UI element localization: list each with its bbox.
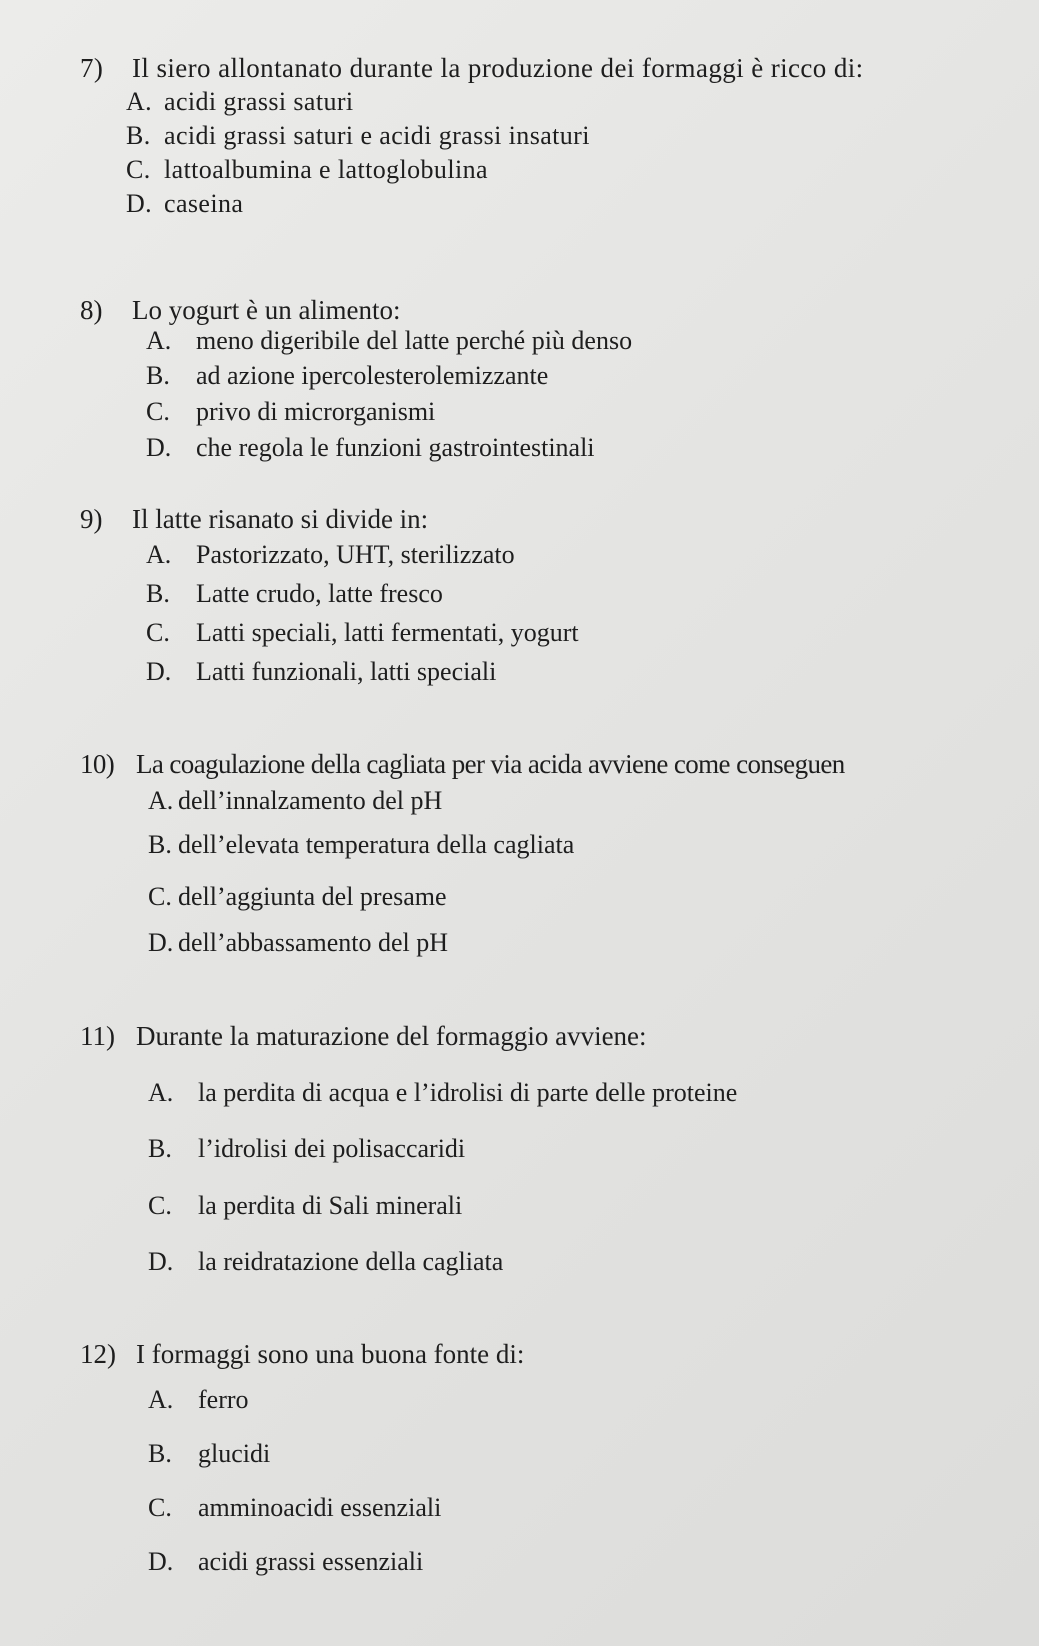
option-letter: A.	[148, 1385, 174, 1414]
question-title	[80, 503, 428, 535]
question-text: La coagulazione della cagliata per via acida avviene come conseguen	[136, 749, 845, 779]
option-letter: C.	[146, 397, 170, 426]
option-c	[148, 1190, 462, 1222]
option-text: Latti funzionali, latti speciali	[196, 657, 497, 686]
option-text: ferro	[198, 1385, 249, 1414]
option-c	[146, 396, 435, 428]
option-a	[148, 1384, 249, 1416]
option-text: acidi grassi saturi	[164, 87, 354, 116]
option-text: lattoalbumina e lattoglobulina	[164, 155, 488, 184]
question-title	[80, 294, 400, 326]
option-a	[148, 1077, 737, 1109]
option-d	[146, 656, 496, 688]
option-d	[148, 927, 448, 959]
option-b	[148, 829, 574, 861]
option-text: Latte crudo, latte fresco	[196, 579, 443, 608]
option-letter: A.	[148, 1078, 174, 1107]
option-text: Latti speciali, latti fermentati, yogurt	[196, 618, 579, 647]
option-letter: B.	[148, 830, 172, 859]
question-text: I formaggi sono una buona fonte di:	[136, 1339, 525, 1369]
option-text: dell’innalzamento del pH	[178, 786, 443, 815]
option-letter: D.	[146, 657, 172, 686]
option-b	[148, 1133, 465, 1165]
option-c	[148, 1492, 441, 1524]
question-title	[80, 1020, 647, 1052]
option-a	[148, 785, 442, 817]
option-a	[146, 325, 632, 357]
option-text: dell’abbassamento del pH	[178, 928, 449, 957]
option-letter: D.	[148, 1547, 174, 1576]
question-number: 8)	[80, 295, 103, 325]
question-text: Lo yogurt è un alimento:	[132, 295, 401, 325]
option-letter: A.	[146, 326, 172, 355]
option-letter: D.	[126, 189, 153, 218]
question-title	[80, 1338, 524, 1370]
option-letter: B.	[146, 361, 170, 390]
option-letter: C.	[126, 155, 151, 184]
option-a	[146, 539, 515, 571]
option-text: dell’elevata temperatura della cagliata	[178, 830, 575, 859]
option-b	[148, 1438, 270, 1470]
option-text: la reidratazione della cagliata	[198, 1247, 504, 1276]
option-letter: C.	[148, 1493, 172, 1522]
option-text: Pastorizzato, UHT, sterilizzato	[196, 540, 515, 569]
option-text: l’idrolisi dei polisaccaridi	[198, 1134, 466, 1163]
option-text: la perdita di acqua e l’idrolisi di parte delle proteine	[198, 1078, 738, 1107]
question-text: Il latte risanato si divide in:	[132, 504, 429, 534]
option-letter: B.	[126, 121, 151, 150]
option-letter: D.	[148, 928, 174, 957]
option-letter: C.	[146, 618, 170, 647]
option-text: amminoacidi essenziali	[198, 1493, 442, 1522]
option-d	[126, 188, 243, 220]
option-text: ad azione ipercolesterolemizzante	[196, 361, 549, 390]
option-b	[146, 360, 548, 392]
question-number: 11)	[80, 1021, 115, 1051]
option-letter: A.	[146, 540, 172, 569]
option-d	[146, 432, 595, 464]
option-letter: A.	[126, 87, 153, 116]
option-d	[148, 1546, 423, 1578]
option-letter: B.	[148, 1134, 172, 1163]
option-d	[148, 1246, 503, 1278]
option-text: che regola le funzioni gastrointestinali	[196, 433, 595, 462]
option-b	[126, 120, 590, 152]
option-text: acidi grassi saturi e acidi grassi insaturi	[164, 121, 590, 150]
option-c	[146, 617, 579, 649]
question-title	[80, 52, 864, 84]
option-letter: C.	[148, 882, 172, 911]
question-title	[80, 748, 845, 780]
option-text: privo di microrganismi	[196, 397, 436, 426]
option-letter: D.	[146, 433, 172, 462]
option-text: acidi grassi essenziali	[198, 1547, 424, 1576]
option-letter: B.	[148, 1439, 172, 1468]
option-text: dell’aggiunta del presame	[178, 882, 447, 911]
option-b	[146, 578, 443, 610]
question-number: 9)	[80, 504, 103, 534]
option-c	[148, 881, 447, 913]
option-text: caseina	[164, 189, 244, 218]
option-a	[126, 86, 354, 118]
question-number: 12)	[80, 1339, 116, 1369]
option-text: meno digeribile del latte perché più denso	[196, 326, 633, 355]
option-letter: D.	[148, 1247, 174, 1276]
option-text: glucidi	[198, 1439, 271, 1468]
question-text: Durante la maturazione del formaggio avviene:	[136, 1021, 647, 1051]
question-number: 7)	[80, 53, 104, 83]
option-letter: A.	[148, 786, 174, 815]
option-text: la perdita di Sali minerali	[198, 1191, 463, 1220]
question-number: 10)	[80, 749, 115, 779]
option-letter: C.	[148, 1191, 172, 1220]
question-text: Il siero allontanato durante la produzione dei formaggi è ricco di:	[132, 53, 864, 83]
option-c	[126, 154, 488, 186]
option-letter: B.	[146, 579, 170, 608]
